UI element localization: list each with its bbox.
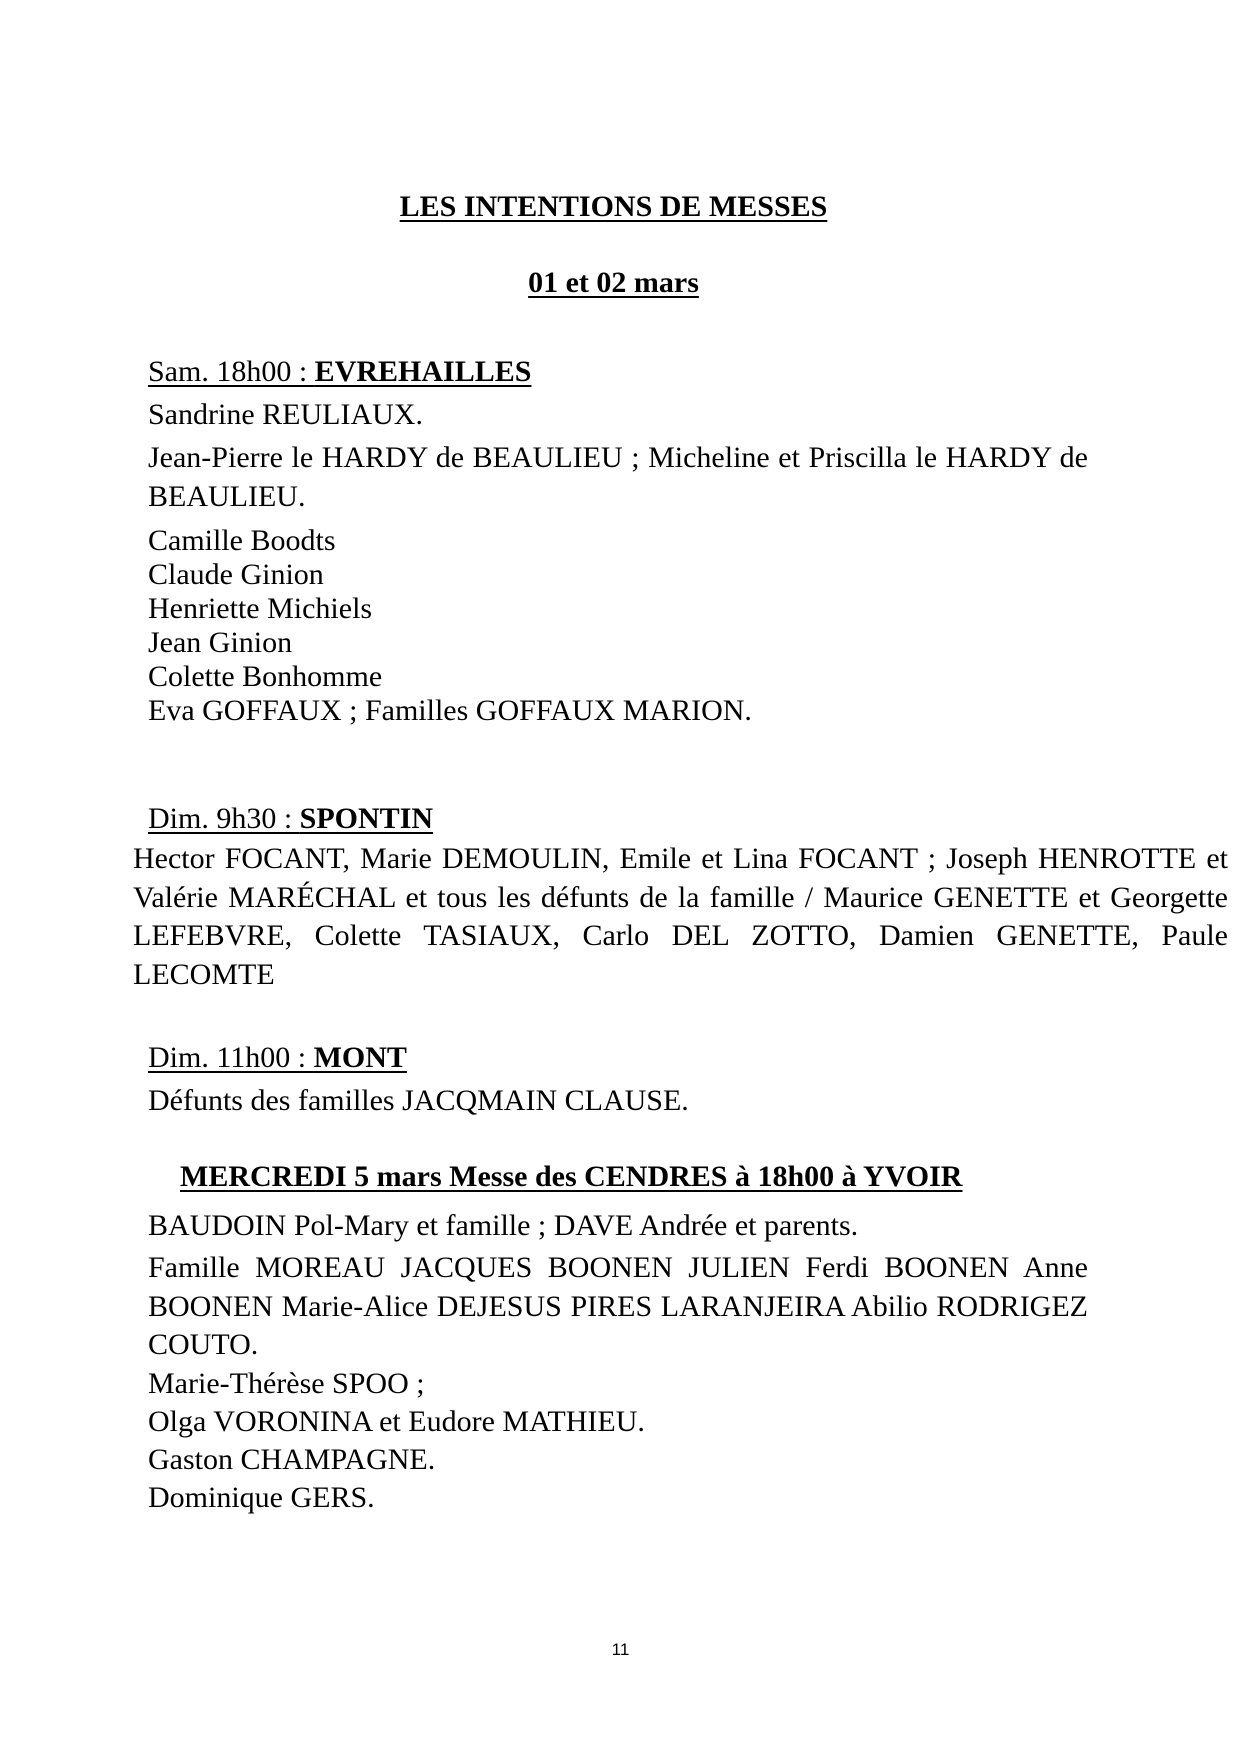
heading-time: Sam. 18h00 :	[148, 355, 315, 388]
intention-line: Défunts des familles JACQMAIN CLAUSE.	[148, 1084, 689, 1117]
page-title: LES INTENTIONS DE MESSES	[399, 190, 828, 223]
ash-wednesday-heading: MERCREDI 5 mars Messe des CENDRES à 18h00 à YVOIR	[180, 1160, 963, 1193]
intention-line: Jean-Pierre le HARDY de BEAULIEU ; Micheline et Priscilla le HARDY de BEAULIEU.	[148, 441, 1088, 513]
intention-line: Henriette Michiels	[148, 592, 373, 625]
heading-place: SPONTIN	[299, 802, 434, 835]
intention-line: Olga VORONINA et Eudore MATHIEU.	[148, 1404, 645, 1438]
intention-line: Colette Bonhomme	[148, 660, 383, 693]
heading-time: Dim. 9h30 :	[148, 802, 300, 835]
intention-line: Gaston CHAMPAGNE.	[148, 1442, 436, 1476]
section-evrehailles	[148, 352, 1088, 730]
date-subtitle: 01 et 02 mars	[528, 266, 699, 299]
page-number: 11	[611, 1640, 630, 1659]
intention-line: Sandrine REULIAUX.	[148, 398, 423, 431]
intention-list	[148, 1365, 1088, 1517]
intention-line: Dominique GERS.	[148, 1480, 375, 1514]
intention-paragraph: Famille MOREAU JACQUES BOONEN JULIEN Ferdi BOONEN Anne BOONEN Marie-Alice DEJESUS PIRES LARANJEIRA Abilio RODRIGEZ COUTO.	[148, 1251, 1088, 1361]
section-spontin	[133, 799, 1228, 994]
heading-place: EVREHAILLES	[314, 355, 532, 388]
intention-line: Camille Boodts	[148, 524, 336, 557]
intention-line: Marie-Thérèse SPOO ;	[148, 1366, 425, 1400]
heading-place: MONT	[313, 1041, 407, 1074]
intention-list	[148, 522, 1088, 730]
intention-line: Jean Ginion	[148, 626, 293, 659]
heading-time: Dim. 11h00 :	[148, 1041, 314, 1074]
section-heading	[148, 1038, 1088, 1077]
intention-line: Eva GOFFAUX ; Familles GOFFAUX MARION.	[148, 694, 752, 727]
section-mont	[148, 1038, 1088, 1120]
intention-line: Claude Ginion	[148, 558, 324, 591]
section-heading	[148, 799, 1108, 838]
intention-paragraph: Hector FOCANT, Marie DEMOULIN, Emile et Lina FOCANT ; Joseph HENROTTE et Valérie MARÉCHAL et tous les défunts de la famille / Maurice GENETTE et Georgette LEFEBVRE, Colette TASIAUX, Carlo DEL ZOTTO, Damien GENETTE, Paule LECOMTE	[133, 842, 1228, 991]
intention-line: BAUDOIN Pol-Mary et famille ; DAVE Andrée et parents.	[148, 1209, 859, 1242]
section-cendres	[148, 1206, 1088, 1517]
section-heading	[148, 352, 1088, 391]
